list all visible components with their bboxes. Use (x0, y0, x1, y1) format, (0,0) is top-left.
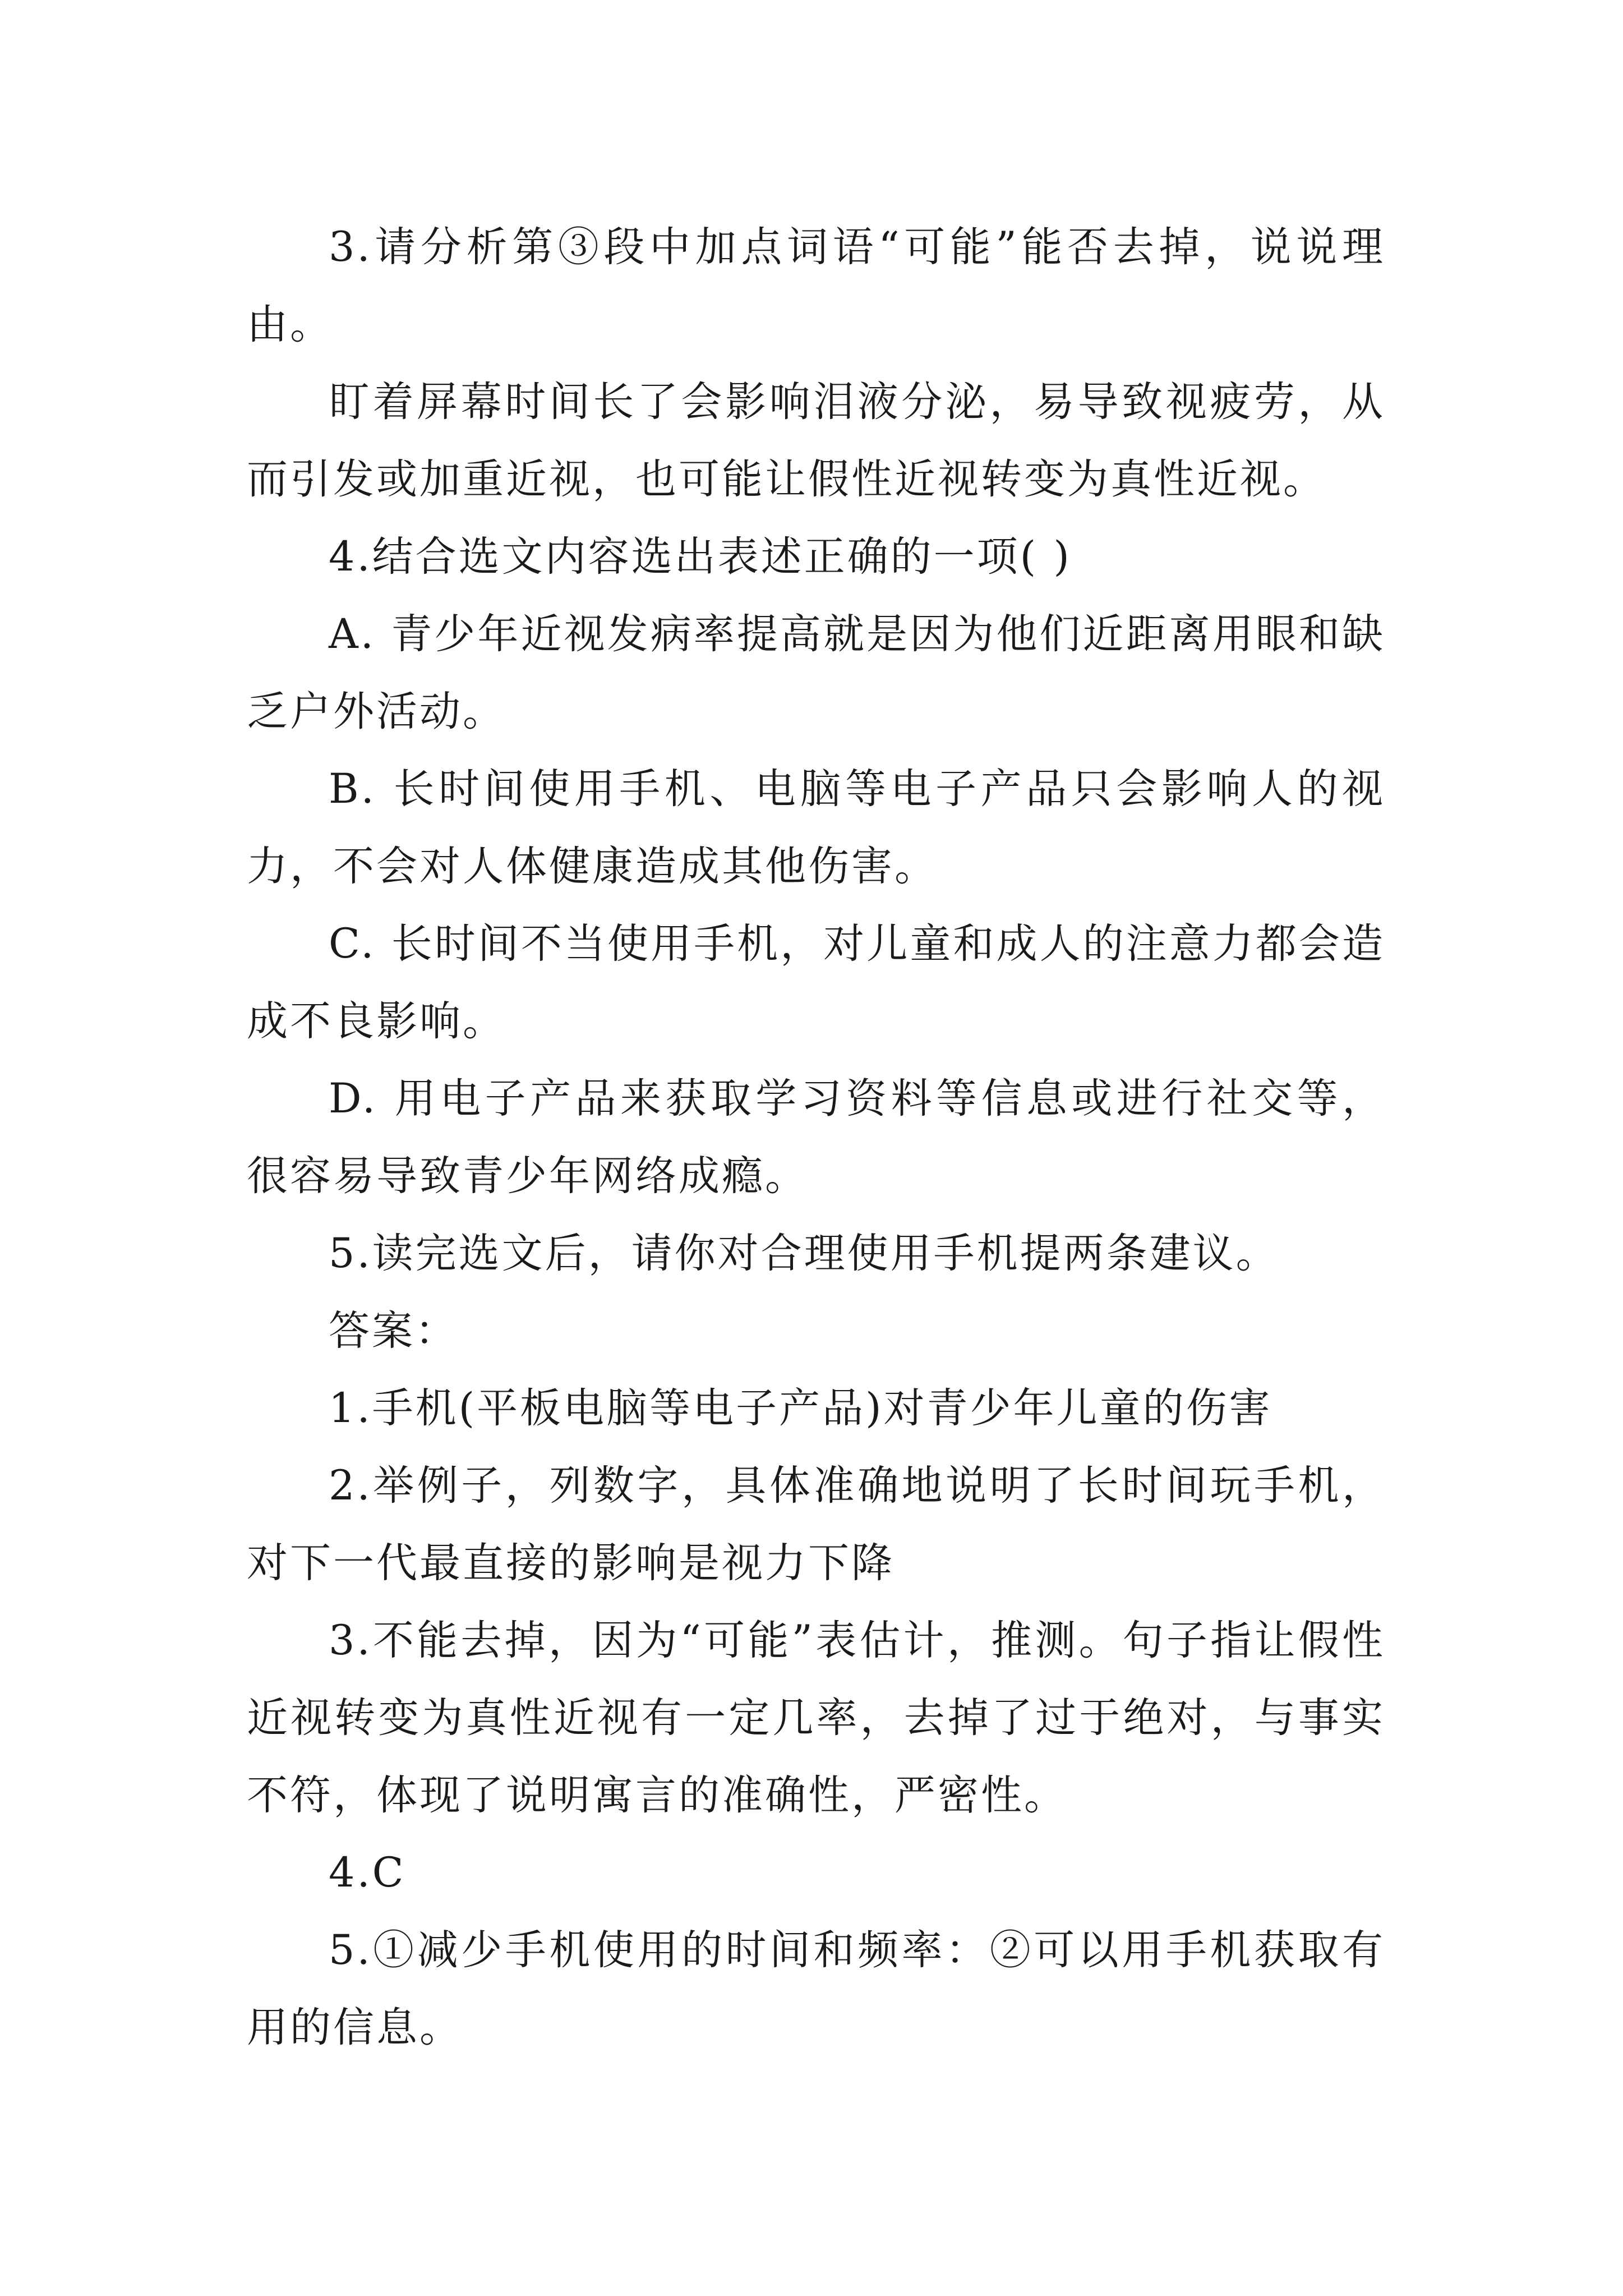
answer-5: 5.①减少手机使用的时间和频率：②可以用手机获取有用的信息。 (247, 1926, 1385, 2051)
question-5: 5.读完选文后，请你对合理使用手机提两条建议。 (329, 1230, 1279, 1277)
option-b: B. 长时间使用手机、电脑等电子产品只会影响人的视力，不会对人体健康造成其他伤害。 (247, 765, 1385, 890)
question-4: 4.结合选文内容选出表述正确的一项( ) (329, 533, 1072, 581)
question-3-passage-excerpt: 盯着屏幕时间长了会影响泪液分泌，易导致视疲劳，从而引发或加重近视，也可能让假性近视转变为真性近视。 (247, 378, 1385, 503)
answer-2: 2.举例子，列数字，具体准确地说明了长时间玩手机，对下一代最直接的影响是视力下降 (247, 1462, 1385, 1587)
option-c: C. 长时间不当使用手机，对儿童和成人的注意力都会造成不良影响。 (247, 920, 1385, 1045)
option-d: D. 用电子产品来获取学习资料等信息或进行社交等，很容易导致青少年网络成瘾。 (247, 1075, 1385, 1200)
answers-heading: 答案： (329, 1307, 458, 1355)
answer-3: 3.不能去掉，因为“可能”表估计，推测。句子指让假性近视转变为真性近视有一定几率，去掉了过于绝对，与事实不符，体现了说明寓言的准确性，严密性。 (247, 1617, 1385, 1819)
option-a: A. 青少年近视发病率提高就是因为他们近距离用眼和缺乏户外活动。 (247, 610, 1385, 735)
answer-1: 1.手机(平板电脑等电子产品)对青少年儿童的伤害 (329, 1384, 1272, 1432)
question-3: 3.请分析第③段中加点词语“可能”能否去掉，说说理由。 (247, 223, 1385, 348)
answer-4: 4.C (329, 1849, 406, 1897)
document-body (247, 209, 1385, 2067)
